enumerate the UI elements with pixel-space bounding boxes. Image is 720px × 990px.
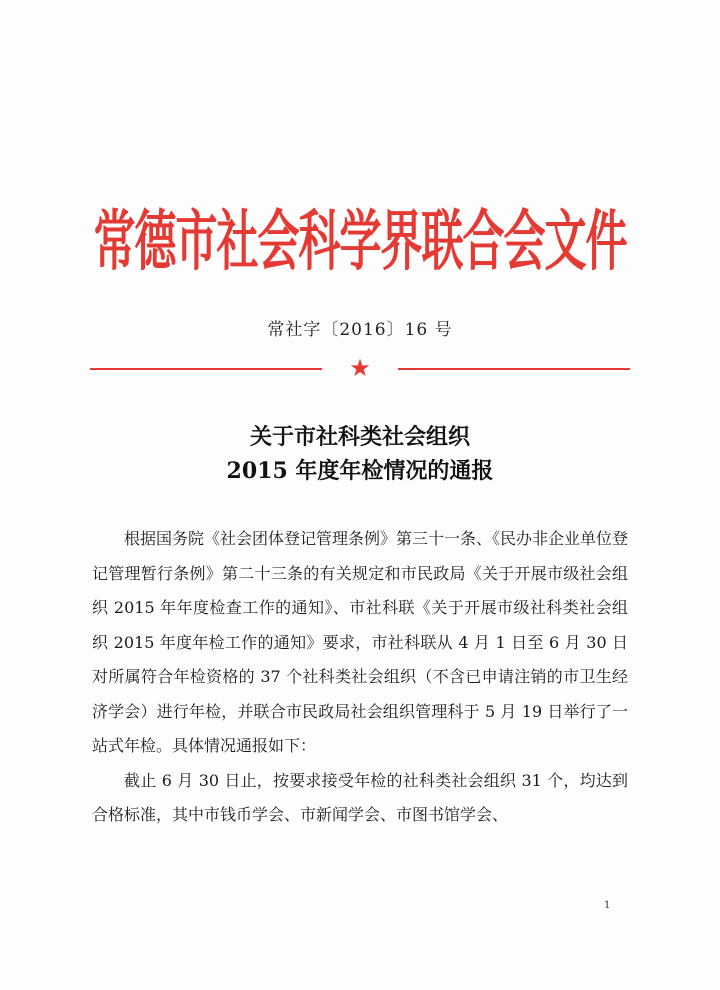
title-line-1: 关于市社科类社会组织 — [249, 424, 470, 450]
star-icon: ★ — [349, 354, 371, 382]
document-masthead: 常德市社会科学界联合会文件 — [93, 203, 627, 280]
body-paragraph-2: 截止 6 月 30 日止，按要求接受年检的社科类社会组织 31 个，均达到合格标准，其中市钱币学会、市新闻学会、市图书馆学会、 — [92, 770, 628, 824]
title-line-2: 2015 年度年检情况的通报 — [226, 458, 494, 484]
document-title — [0, 420, 720, 488]
document-number: 常社字〔2016〕16 号 — [267, 320, 453, 340]
divider-line-left — [90, 368, 322, 370]
body-paragraph-1: 根据国务院《社会团体登记管理条例》第三十一条、《民办非企业单位登记管理暂行条例》第二十三条的有关规定和市民政局《关于开展市级社会组织 2015 年年度检查工作的通知》、市社科联《关于开展市级社科类社会组织 2015 年度年检工作的通知》要求，市社科联从 4 月 1 日至 6 月 30 日对所属符合年检资格的 37 个社科类社会组织（不含已申请注销的市卫生经济学会）进行年检，并联合市民政局社会组织管理科于 5 月 19 日举行了一站式年检。具体情况通报如下： — [92, 529, 629, 755]
page-number: 1 — [604, 900, 611, 911]
document-body — [92, 522, 628, 833]
divider-line-right — [398, 368, 630, 370]
header-divider — [90, 354, 630, 382]
